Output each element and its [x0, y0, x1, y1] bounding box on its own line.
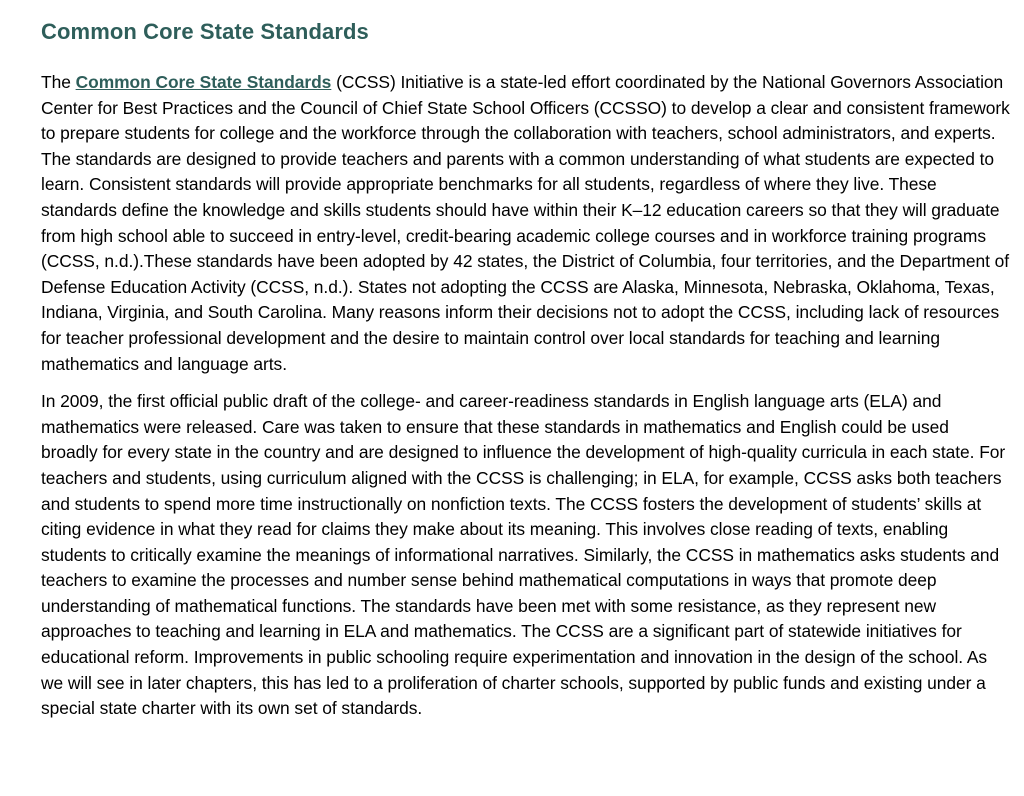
paragraph-intro-prefix: The — [41, 72, 76, 92]
ccss-link[interactable]: Common Core State Standards — [75, 72, 332, 92]
paragraph-intro — [41, 70, 1010, 377]
page-title: Common Core State Standards — [41, 19, 369, 44]
paragraph-intro-body: (CCSS) Initiative is a state-led effort coordinated by the National Governors Association Center for Best Practices and the Council of Chief State School Officers (CCSSO) to develop a clear and consistent framework to prepare students for college and the workforce through the collaboration with teachers, school administrators, and experts. The standards are designed to provide teachers and parents with a common understanding of what students are expected to learn. Consistent standards will provide appropriate benchmarks for all students, regardless of where they live. These standards define the knowledge and skills students should have within their K–12 education careers so that they will graduate from high school able to succeed in entry-level, credit-bearing academic college courses and in workforce training programs (CCSS, n.d.).These standards have been adopted by 42 states, the District of Columbia, four territories, and the Department of Defense Education Activity (CCSS, n.d.). States not adopting the CCSS are Alaska, Minnesota, Nebraska, Oklahoma, Texas, Indiana, Virginia, and South Carolina. Many reasons inform their decisions not to adopt the CCSS, including lack of resources for teacher professional development and the desire to maintain control over local standards for teaching and learning mathematics and language arts. — [41, 72, 1010, 374]
paragraph-history: In 2009, the first official public draft of the college- and career-readiness standards in English language arts (ELA) and mathematics were released. Care was taken to ensure that these standards in mathematics and English could be used broadly for every state in the country and are designed to influence the development of high-quality curricula in each state. For teachers and students, using curriculum aligned with the CCSS is challenging; in ELA, for example, CCSS asks both teachers and students to spend more time instructionally on nonfiction texts. The CCSS fosters the development of students’ skills at citing evidence in what they read for claims they make about its meaning. This involves close reading of texts, enabling students to critically examine the meanings of informational narratives. Similarly, the CCSS in mathematics asks students and teachers to examine the processes and number sense behind mathematical computations in ways that promote deep understanding of mathematical functions. The standards have been met with some resistance, as they represent new approaches to teaching and learning in ELA and mathematics. The CCSS are a significant part of statewide initiatives for educational reform. Improvements in public schooling require experimentation and innovation in the design of the school. As we will see in later chapters, this has led to a proliferation of charter schools, supported by public funds and existing under a special state charter with its own set of standards. — [41, 391, 1006, 719]
